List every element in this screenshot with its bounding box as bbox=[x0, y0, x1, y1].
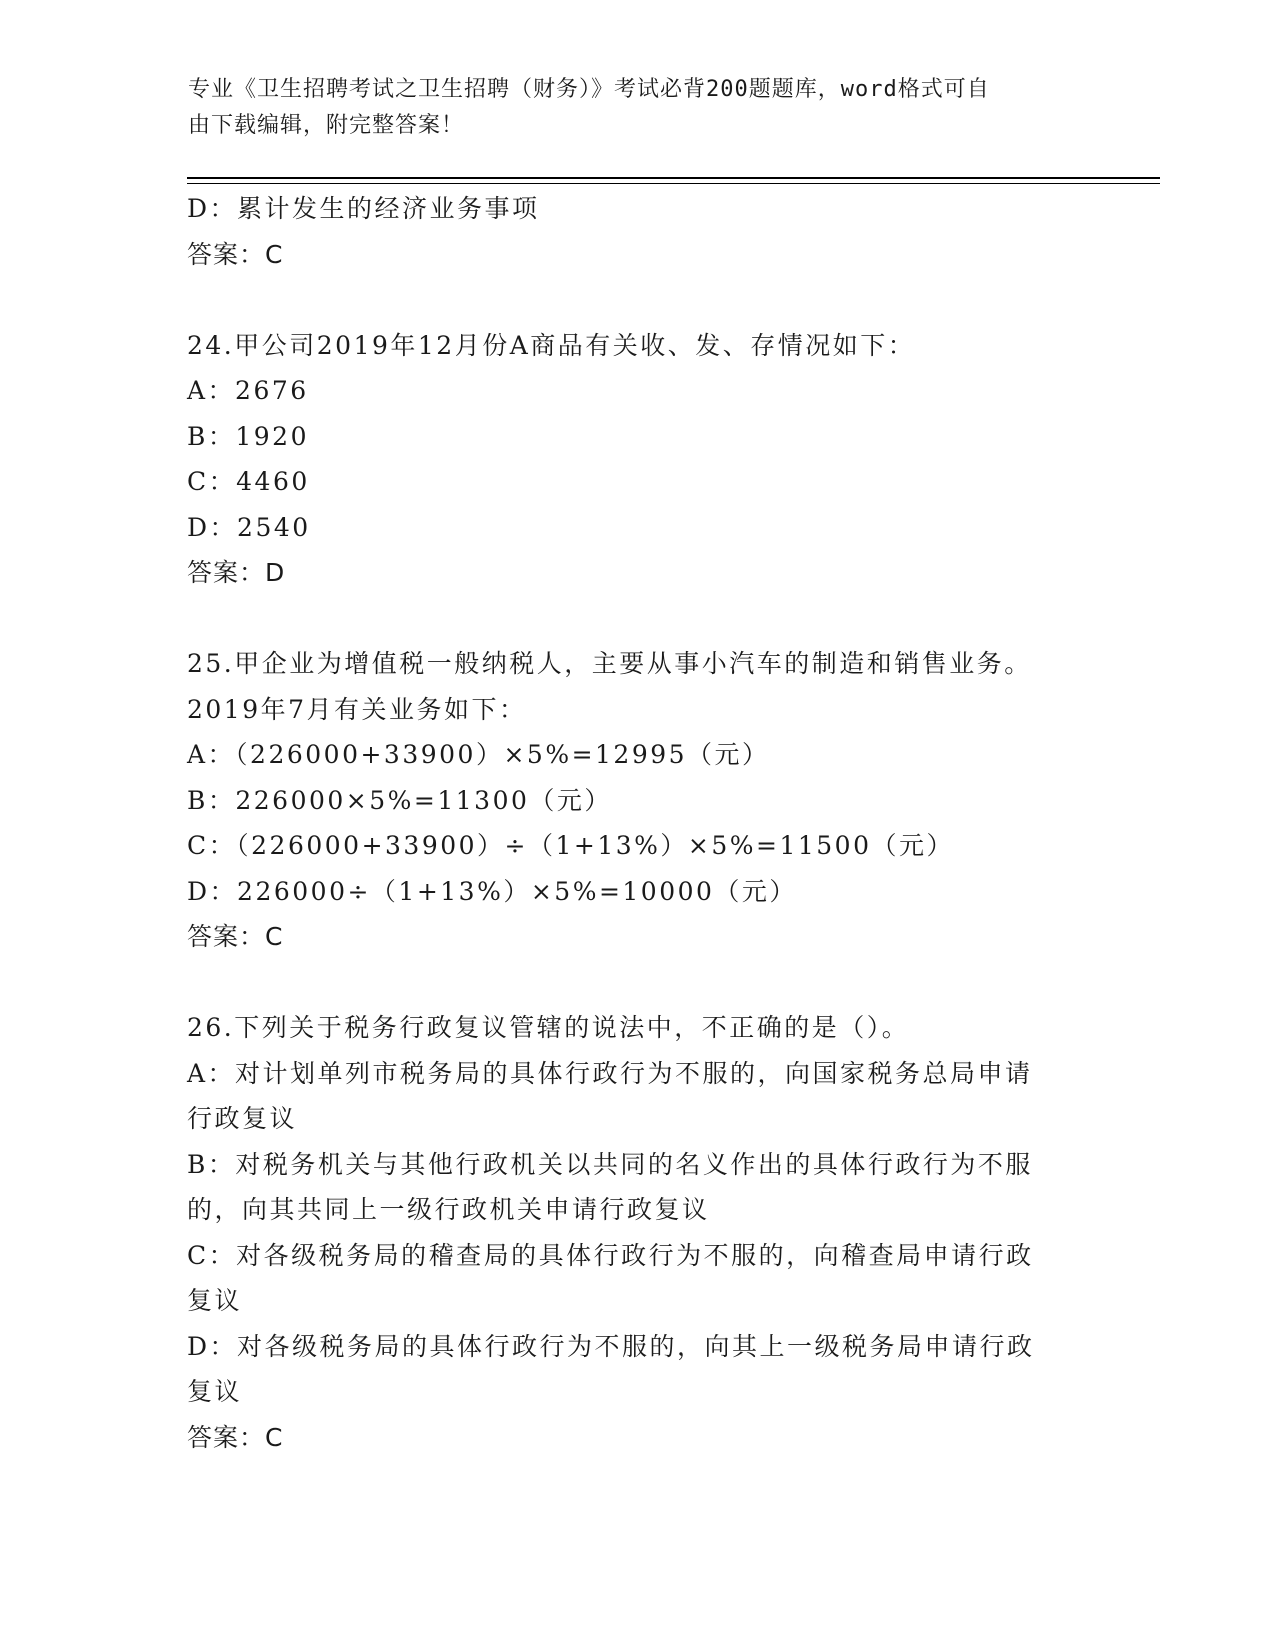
option-d-line-1: D：对各级税务局的具体行政行为不服的，向其上一级税务局申请行政 bbox=[187, 1331, 1035, 1361]
option-a: A：2676 bbox=[187, 376, 309, 405]
spacer bbox=[187, 596, 1087, 642]
spacer bbox=[187, 960, 1087, 1006]
question-text: 26.下列关于税务行政复议管辖的说法中，不正确的是（）。 bbox=[187, 1013, 910, 1042]
question-26 bbox=[187, 1005, 1087, 1460]
question-23-tail bbox=[187, 186, 1087, 277]
option-d-line-2: 复议 bbox=[187, 1377, 243, 1406]
option-a-line-2: 行政复议 bbox=[187, 1104, 298, 1133]
answer: 答案：C bbox=[187, 922, 284, 951]
header-divider-thick bbox=[187, 177, 1160, 179]
spacer bbox=[187, 277, 1087, 323]
question-text: 24.甲公司2019年12月份A商品有关收、发、存情况如下： bbox=[187, 330, 916, 360]
option-c-line-1: C：对各级税务局的稽查局的具体行政行为不服的，向稽查局申请行政 bbox=[187, 1240, 1034, 1270]
option-b-line-1: B：对税务机关与其他行政机关以共同的名义作出的具体行政行为不服 bbox=[187, 1149, 1033, 1179]
option-b-line-2: 的，向其共同上一级行政机关申请行政复议 bbox=[187, 1195, 710, 1224]
answer: 答案：C bbox=[187, 239, 284, 269]
question-content bbox=[187, 186, 1087, 1460]
option-c: C：4460 bbox=[187, 467, 310, 496]
option-d: D：226000÷（1+13%）×5%=10000（元） bbox=[187, 876, 797, 906]
option-d: D：2540 bbox=[187, 512, 311, 542]
answer: 答案：D bbox=[187, 558, 286, 587]
option-c-line-2: 复议 bbox=[187, 1286, 243, 1315]
header-divider-thin bbox=[187, 183, 1160, 184]
option-c: C：（226000+33900）÷（1+13%）×5%=11500（元） bbox=[187, 831, 954, 860]
option-b: B：1920 bbox=[187, 421, 309, 451]
question-25 bbox=[187, 641, 1087, 960]
option-b: B：226000×5%=11300（元） bbox=[187, 785, 612, 815]
answer: 答案：C bbox=[187, 1422, 284, 1452]
header-line-1: 专业《卫生招聘考试之卫生招聘（财务）》考试必背200题题库，word格式可自 bbox=[188, 77, 990, 102]
question-24 bbox=[187, 323, 1087, 596]
question-text-line-1: 25.甲企业为增值税一般纳税人，主要从事小汽车的制造和销售业务。 bbox=[187, 649, 1032, 678]
header-line-2: 由下载编辑，附完整答案！ bbox=[188, 113, 465, 138]
document-header bbox=[188, 72, 1068, 144]
option-a: A：（226000+33900）×5%=12995（元） bbox=[187, 740, 770, 769]
option-d: D：累计发生的经济业务事项 bbox=[187, 194, 540, 223]
option-a-line-1: A：对计划单列市税务局的具体行政行为不服的，向国家税务总局申请 bbox=[187, 1058, 1033, 1088]
question-text-line-2: 2019年7月有关业务如下： bbox=[187, 694, 527, 724]
